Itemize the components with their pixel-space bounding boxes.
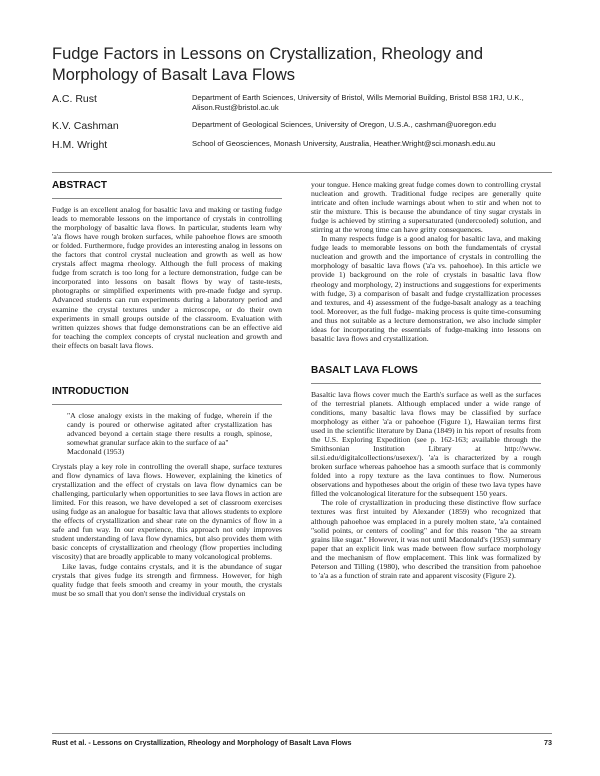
author-row (52, 120, 552, 132)
intro-paragraph-3: your tongue. Hence making great fudge comes down to controlling crystal nucleation and growth. Traditional fudge recipes are generally quite intricate and often include warnings about when to stir and when not to stir the mixture. This is because the abundance of tiny sugar crystals in fudge is achieved by stirring a supersaturated (undercooled) solution, and stirring at the wrong time can have gritty consequences. (311, 180, 541, 235)
epigraph-source: Macdonald (1953) (67, 446, 124, 456)
page-footer (52, 738, 552, 747)
abstract-divider (52, 198, 282, 199)
author-affiliation: School of Geosciences, Monash University, Australia, Heather.Wright@sci.monash.edu.au (192, 139, 496, 148)
paper-title: Fudge Factors in Lessons on Crystallization, Rheology and Morphology of Basalt Lava Flows (52, 45, 484, 84)
intro-paragraph-2: Like lavas, fudge contains crystals, and it is the abundance of sugar crystals that gives fudge its strength and firmness. However, for high quality fudge that feels smooth and creamy in your mouth, the crystals must be so small that you don't sense the individual crystals on (52, 561, 282, 598)
epigraph (52, 411, 282, 456)
basalt-divider (311, 383, 541, 384)
basalt-paragraph-1: Basaltic lava flows cover much the Earth's surface as well as the surfaces of the terrestrial planets. Although emplaced under a wide range of conditions, many basaltic lava flows may be classified by surface morphology as either 'a'a or pahoehoe (Figure 1), Hawaiian terms first used in the scientific literature by Dana (1849) in his report of results from the U.S. Exploring Expedition (see p. 162-163; available through the Smithsonian Institution Library at http://www. sil.si.edu/digitalcollections/usexex/). 'a'a is characterized by a rough broken surface whereas pahoehoe has a smooth surface that is commonly folded into a ropy texture as the lava continues to flow. Numerous observations and hypotheses about the origin of these two lava types have filled the volcanological literature for the subsequent 150 years. (311, 389, 541, 499)
author-name: A.C. Rust (52, 93, 97, 105)
author-list (52, 93, 552, 158)
running-footer: Rust et al. - Lessons on Crystallization, Rheology and Morphology of Basalt Lava Flows (52, 738, 352, 747)
author-row (52, 93, 552, 113)
basalt-paragraph-2: The role of crystallization in producing these distinctive flow surface textures was first intuited by Alexander (1859) who recognized that although pahoehoe was emplaced in a purely molten state, 'a'a contained "solid points, or centers of cooling" and for this reason "the aa stream grains like sugar." However, it was not until Macdonald's (1953) summary paper that an explicit link was made between flow surface morphology and the mechanism of flow emplacement. This link was formalized by Peterson and Tilling (1980), who described the transition from pahoehoe to 'a'a as a function of strain rate and apparent viscosity (Figure 2). (311, 498, 541, 580)
abstract-heading: ABSTRACT (52, 180, 107, 191)
header-divider (52, 172, 552, 173)
intro-paragraph-1: Crystals play a key role in controlling the overall shape, surface textures and flow dynamics of lava flows. However, explaining the kinetics of crystallization and the effect of crystals on lava flow dynamics can be challenging, particularly when opportunities to see lava flows in action are limited. For this reason, we have developed a set of classroom exercises using fudge as an analogue for basaltic lava that allows students to explore the effects of crystallization and shear rate on the dynamics of flow in a safe and fun way. In our experience, this approach not only improves student understanding of lava flow dynamics, but also provides them with basic concepts of crystallization and rheology (flow properties including viscosity) that are broadly applicable to many volcanological problems. (52, 461, 282, 562)
introduction-divider (52, 404, 282, 405)
page-number: 73 (544, 738, 552, 747)
author-affiliation: Department of Geological Sciences, University of Oregon, U.S.A., cashman@uoregon.edu (192, 120, 497, 129)
introduction-heading: INTRODUCTION (52, 385, 129, 397)
footer-divider (52, 733, 552, 734)
author-affiliation: Department of Earth Sciences, University of Bristol, Wills Memorial Building, Bristol BS8 1RJ, U.K., Alison.Rust@bristol.ac.uk (192, 93, 524, 112)
right-column (311, 180, 541, 580)
abstract-text: Fudge is an excellent analog for basaltic lava and making or tasting fudge leads to memorable lessons on the importance of crystals in controlling the morphology of basaltic lava flows. In particular, students learn why 'a'a flows have rough broken surfaces, while pahoehoe flows are smooth or folded. Furthermore, fudge provides an interesting analog in lessons on the factors that control crystal nucleation and growth as well as how crystals affect magma rheology. Although the full process of making fudge from scratch is too long for a lecture demonstration, fudge can be incorporated into lessons on basalt flows by way of taste-tests, photographs or simplified experiments with pre-made fudge and syrup. Advanced students can run experiments during a laboratory period and examine the crystal textures under a microscope, or do their own experiments in small groups outside of the classroom. Evaluation with written quizzes shows that fudge demonstrations can be an effective aid for teaching the complex concepts of crystal nucleation and growth and their effects on basalt lava flows. (52, 205, 282, 350)
epigraph-quote: "A close analogy exists in the making of fudge, wherein if the candy is poured or otherwise agitated after crystallization has advanced beyond a certain stage there results a rough, spinose, somewhat granular surface akin to the surface of aa" (67, 410, 272, 447)
left-column (52, 180, 282, 598)
author-name: H.M. Wright (52, 139, 108, 151)
author-name: K.V. Cashman (52, 120, 119, 132)
basalt-heading: BASALT LAVA FLOWS (311, 364, 418, 376)
author-row (52, 139, 552, 151)
intro-paragraph-4: In many respects fudge is a good analog for basaltic lava, and making fudge leads to memorable lessons on both the fundamentals of crystal nucleation and growth and the importance of crystals in controlling the morphology of basaltic lava flows ('a'a vs. pahoehoe). In this article we provide 1) background on the role of crystals in basaltic lava flow rheology and morphology, 2) instructions and suggestions for experiments with fudge, 3) a comparison of basalt and fudge crystallization processes and textures, and 4) assessment of the fudge-basalt analogy as a teaching tool. Moreover, as the full fudge- making process is quite time-consuming and thus not suitable as a lecture demonstration, we also include simpler ideas for incorporating the essentials of fudge-making into lessons on basaltic lava flows and crystallization. (311, 234, 541, 343)
